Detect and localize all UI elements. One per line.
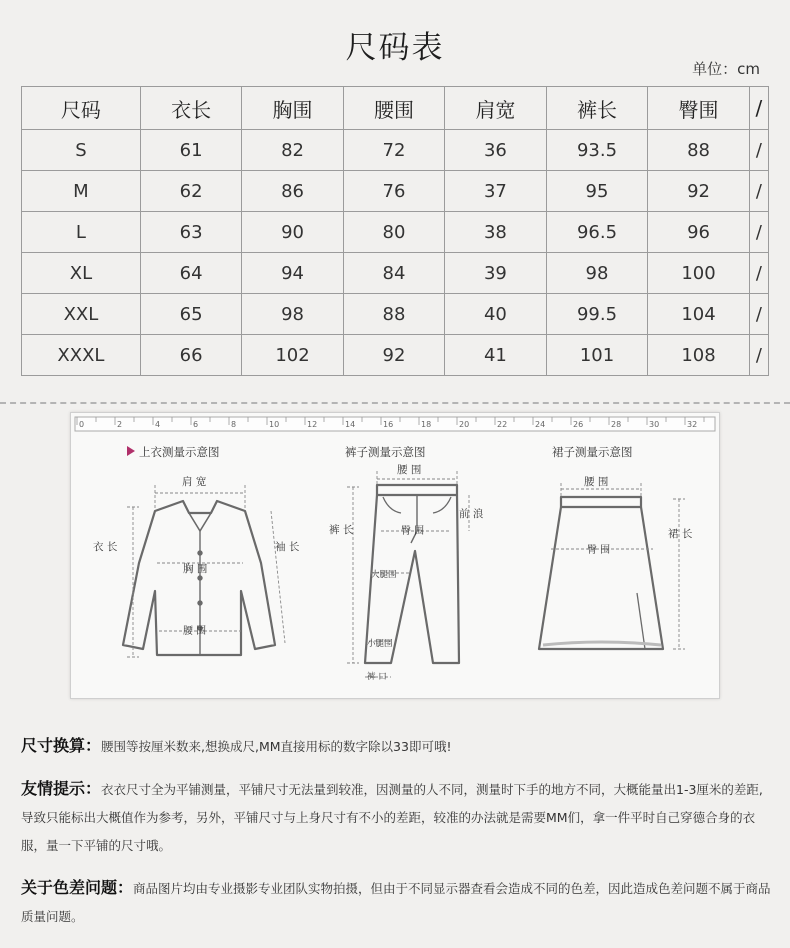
table-cell: M: [22, 171, 141, 212]
shirt-chest-label: 胸 围: [183, 563, 208, 575]
shirt-length-label: 衣 长: [93, 541, 118, 553]
dashed-divider: [0, 402, 790, 404]
table-cell: XL: [22, 253, 141, 294]
ruler-label: 10: [269, 420, 280, 429]
table-cell: 36: [445, 130, 546, 171]
pink-arrow-icon: [127, 446, 135, 456]
table-cell: XXL: [22, 294, 141, 335]
pants-calf-label: 小腿围: [367, 639, 393, 649]
pants-thigh-label: 大腿围: [371, 570, 397, 580]
pants-waist-label: 腰 围: [397, 464, 422, 476]
table-row: [22, 130, 769, 171]
top-diagram-title: 上衣测量示意图: [139, 445, 220, 459]
table-cell: 38: [445, 212, 546, 253]
table-cell: 72: [343, 130, 444, 171]
header-hip: 臀围: [648, 87, 749, 130]
table-cell: 98: [546, 253, 648, 294]
table-cell: L: [22, 212, 141, 253]
table-cell: /: [749, 212, 768, 253]
table-cell: 100: [648, 253, 749, 294]
note-friendly-tip: [21, 775, 771, 860]
table-cell: 88: [648, 130, 749, 171]
table-cell: 61: [140, 130, 241, 171]
table-cell: /: [749, 171, 768, 212]
note-color-difference: [21, 874, 771, 931]
ruler-label: 20: [459, 420, 470, 429]
shirt-sleeve-label: 袖 长: [275, 541, 300, 553]
note-head: 友情提示：: [21, 779, 102, 798]
table-cell: 98: [242, 294, 343, 335]
table-row: [22, 171, 769, 212]
table-cell: /: [749, 253, 768, 294]
table-cell: 39: [445, 253, 546, 294]
ruler: [75, 417, 715, 431]
page-title: 尺码表: [345, 30, 445, 66]
table-cell: 80: [343, 212, 444, 253]
skirt-diagram-title: 裙子测量示意图: [552, 445, 633, 459]
note-head: 关于色差问题：: [21, 878, 134, 897]
ruler-label: 26: [573, 420, 584, 429]
header-pants-length: 裤长: [546, 87, 648, 130]
table-cell: 92: [343, 335, 444, 376]
table-cell: 84: [343, 253, 444, 294]
table-header-row: [22, 87, 769, 130]
table-cell: 66: [140, 335, 241, 376]
table-cell: 104: [648, 294, 749, 335]
size-table: [21, 86, 769, 376]
shirt-shoulder-label: 肩 宽: [182, 476, 207, 488]
table-cell: S: [22, 130, 141, 171]
table-cell: 63: [140, 212, 241, 253]
table-cell: 93.5: [546, 130, 648, 171]
pants-diagram-title: 裤子测量示意图: [345, 445, 426, 459]
table-cell: 96: [648, 212, 749, 253]
ruler-label: 12: [307, 420, 318, 429]
table-cell: 102: [242, 335, 343, 376]
table-cell: 92: [648, 171, 749, 212]
shirt-waist-label: 腰 围: [183, 626, 207, 637]
note-head: 尺寸换算：: [21, 736, 102, 755]
ruler-label: 22: [497, 420, 508, 429]
ruler-label: 4: [155, 420, 161, 429]
unit-label: 单位：cm: [692, 60, 760, 78]
header-length: 衣长: [140, 87, 241, 130]
table-cell: /: [749, 335, 768, 376]
measurement-diagram: [70, 412, 720, 699]
note-text: 腰围等按厘米数来,想换成尺,MM直接用标的数字除以33即可哦!: [101, 739, 452, 754]
header-waist: 腰围: [343, 87, 444, 130]
table-cell: 40: [445, 294, 546, 335]
skirt-waist-label: 腰 围: [584, 476, 609, 488]
table-cell: 108: [648, 335, 749, 376]
note-text: 衣衣尺寸全为平铺测量，平铺尺寸无法量到较准，因测量的人不同，测量时下手的地方不同，大概能量出1-3厘米的差距,导致只能标出大概值作为参考，另外，平铺尺寸与上身尺寸有不小的差距，较准的办法就是需要MM们，拿一件平时自己穿德合身的衣服，量一下平铺的尺寸哦。: [21, 782, 763, 853]
table-cell: 65: [140, 294, 241, 335]
table-cell: /: [749, 130, 768, 171]
table-cell: XXXL: [22, 335, 141, 376]
header-blank: /: [749, 87, 768, 130]
header-shoulder: 肩宽: [445, 87, 546, 130]
ruler-label: 30: [649, 420, 660, 429]
skirt-hip-label: 臀 围: [587, 545, 611, 556]
pants-hem-label: 裤 口: [367, 672, 387, 682]
ruler-label: 8: [231, 420, 237, 429]
note-text: 商品图片均由专业摄影专业团队实物拍摄，但由于不同显示器查看会造成不同的色差，因此造成色差问题不属于商品质量问题。: [21, 881, 771, 924]
ruler-label: 0: [79, 420, 85, 429]
pants-hip-label: 臀 围: [401, 526, 425, 537]
note-size-conversion: [21, 732, 771, 761]
table-cell: 96.5: [546, 212, 648, 253]
pants-length-label: 裤 长: [329, 524, 354, 536]
table-cell: 94: [242, 253, 343, 294]
ruler-label: 14: [345, 420, 356, 429]
header-size: 尺码: [22, 87, 141, 130]
ruler-label: 28: [611, 420, 622, 429]
ruler-label: 2: [117, 420, 123, 429]
table-cell: 82: [242, 130, 343, 171]
table-cell: /: [749, 294, 768, 335]
table-cell: 62: [140, 171, 241, 212]
table-row: [22, 335, 769, 376]
skirt-illustration: [539, 497, 663, 649]
ruler-label: 32: [687, 420, 698, 429]
table-row: [22, 212, 769, 253]
ruler-label: 16: [383, 420, 394, 429]
table-cell: 101: [546, 335, 648, 376]
pants-rise-label: 前 浪: [459, 508, 484, 520]
ruler-label: 6: [193, 420, 199, 429]
table-cell: 37: [445, 171, 546, 212]
table-cell: 95: [546, 171, 648, 212]
table-cell: 88: [343, 294, 444, 335]
table-cell: 64: [140, 253, 241, 294]
skirt-length-label: 裙 长: [668, 528, 693, 540]
table-cell: 86: [242, 171, 343, 212]
table-cell: 99.5: [546, 294, 648, 335]
table-cell: 90: [242, 212, 343, 253]
ruler-label: 18: [421, 420, 432, 429]
header-chest: 胸围: [242, 87, 343, 130]
table-cell: 41: [445, 335, 546, 376]
notes-section: [21, 732, 771, 945]
table-row: [22, 253, 769, 294]
ruler-label: 24: [535, 420, 546, 429]
table-cell: 76: [343, 171, 444, 212]
table-row: [22, 294, 769, 335]
